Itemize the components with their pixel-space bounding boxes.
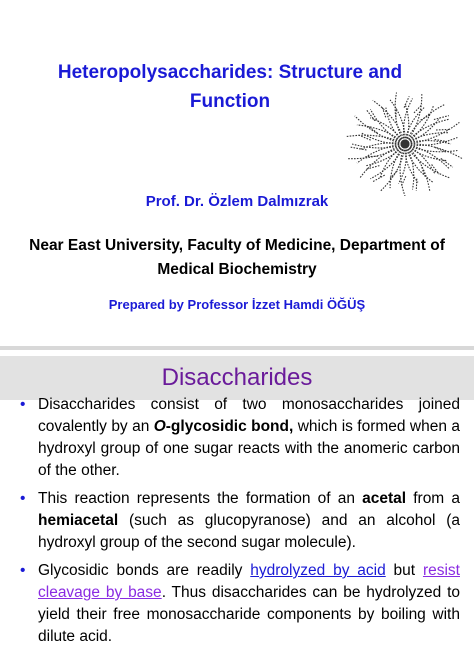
author-name: Prof. Dr. Özlem Dalmızrak bbox=[145, 193, 329, 210]
glycogen-molecule-image bbox=[343, 88, 467, 196]
bullet-1-bold: -glycosidic bond, bbox=[165, 418, 294, 435]
bullet-1-text-a: Disaccharides consist of two monosaccharides joined covalently by an bbox=[38, 396, 460, 435]
bullet-1-o-italic: O bbox=[153, 418, 166, 435]
bullet-dot: • bbox=[20, 490, 26, 507]
bullet-item-1 bbox=[20, 394, 460, 482]
bullet-dot: • bbox=[20, 562, 26, 579]
bullet-1-text-b: which is formed when a hydroxyl group of one sugar reacts with the anomeric carbon of the other. bbox=[38, 418, 460, 479]
bullet-2-text-c: (such as glucopyranose) and an alcohol (a hydroxyl group of the second sugar molecule). bbox=[38, 512, 460, 551]
bullet-3-text-c: . Thus disaccharides can be hydrolyzed to yield their free monosaccharide components by boiling with dilute acid. bbox=[38, 584, 461, 645]
bullet-dot: • bbox=[20, 396, 26, 413]
affiliation bbox=[10, 234, 464, 282]
bullet-2-bold-acetal: acetal bbox=[362, 490, 407, 507]
bullet-2-bold-hemiacetal: hemiacetal bbox=[38, 512, 119, 529]
disaccharides-slide bbox=[0, 350, 474, 645]
title-line-1: Heteropolysaccharides: Structure and bbox=[57, 62, 403, 83]
title-line-2: Function bbox=[189, 91, 271, 112]
bullet-item-2 bbox=[20, 488, 460, 554]
bullet-3-text-b: but bbox=[385, 562, 423, 579]
bullet-2-text-b: from a bbox=[406, 490, 461, 507]
slide-heading: Disaccharides bbox=[0, 356, 474, 400]
affiliation-line-2: Medical Biochemistry bbox=[157, 261, 317, 278]
bullet-item-3 bbox=[20, 560, 460, 648]
affiliation-line-1: Near East University, Faculty of Medicine, Department of bbox=[29, 237, 445, 254]
hydrolyzed-by-acid-link[interactable]: hydrolyzed by acid bbox=[250, 562, 386, 579]
bullet-list bbox=[20, 394, 460, 654]
bullet-3-text-a: Glycosidic bonds are readily bbox=[38, 562, 251, 579]
prepared-by: Prepared by Professor İzzet Hamdi ÖĞÜŞ bbox=[108, 297, 366, 312]
resist-cleavage-link[interactable]: resist cleavage by base bbox=[38, 562, 460, 601]
bullet-2-text-a: This reaction represents the formation of an bbox=[38, 490, 363, 507]
